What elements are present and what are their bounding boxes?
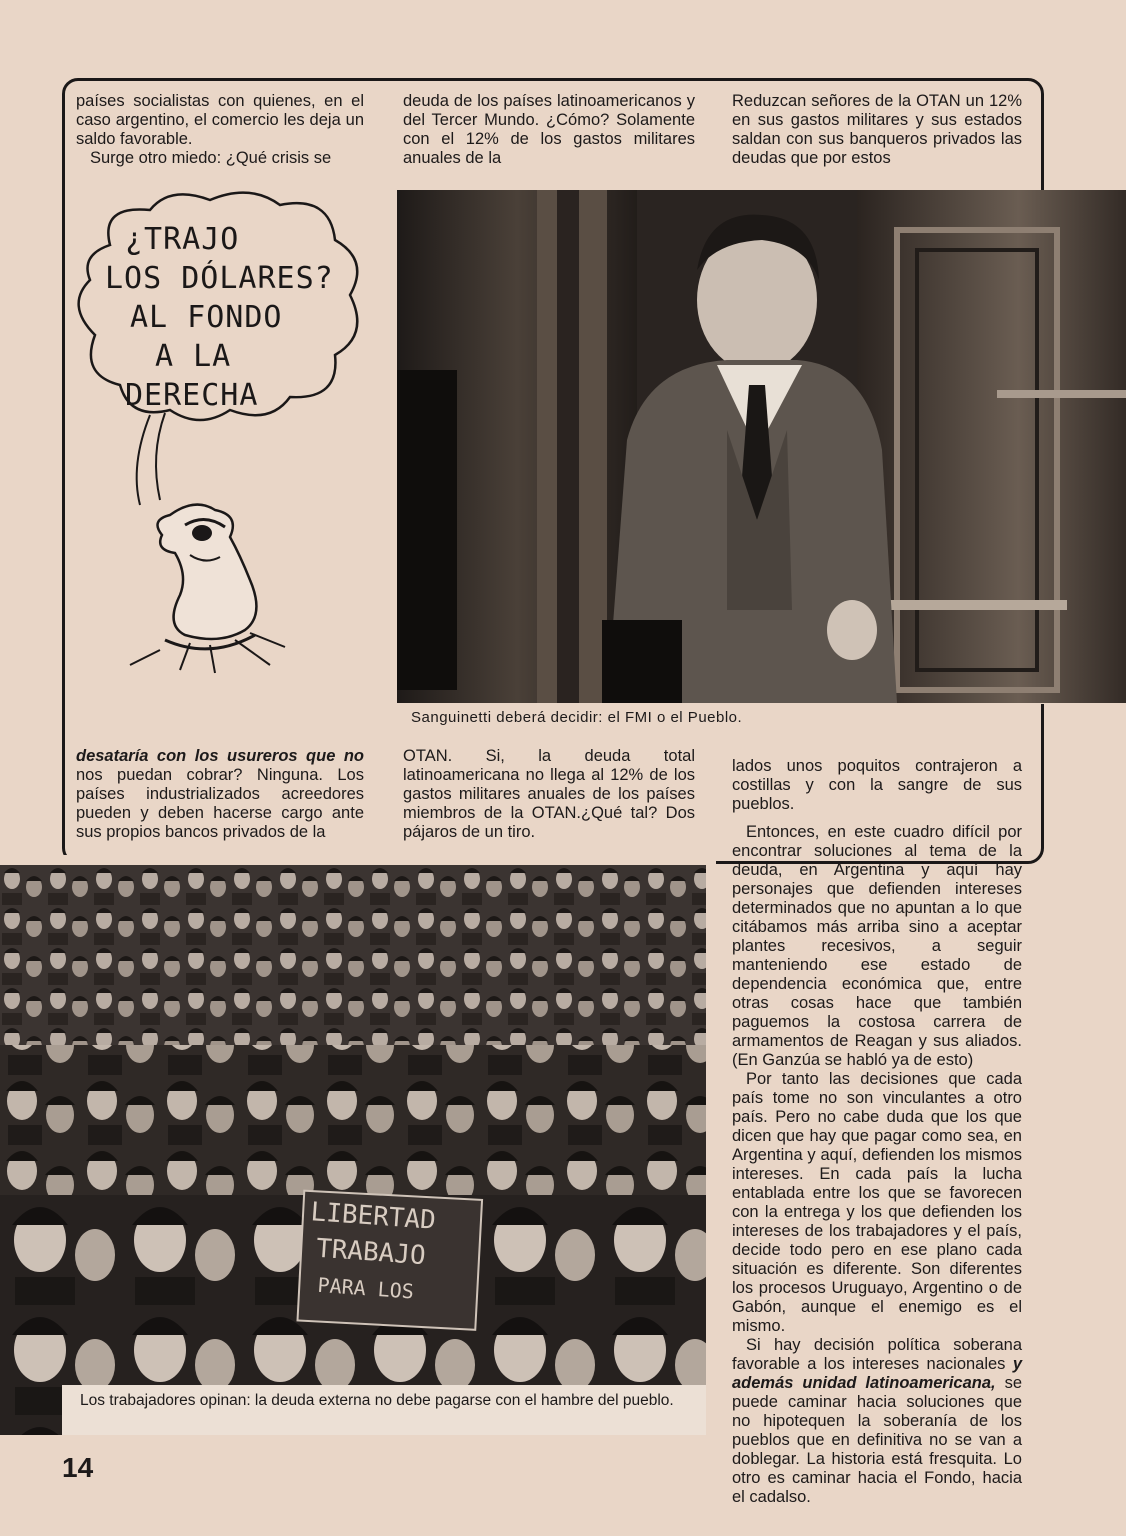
top-column-3 <box>732 92 1022 168</box>
top-col1-para1: países socialistas con quienes, en el caso argentino, el comercio les deja un saldo favorable. <box>76 92 364 148</box>
photo-crowd-image <box>0 865 706 1435</box>
cartoon-line1: ¿TRAJO <box>125 222 240 257</box>
page-number: 14 <box>62 1452 94 1483</box>
sign-line3: PARA LOS <box>316 1272 415 1304</box>
middle-col1-italic: desataría con los usureros que no <box>76 747 364 765</box>
middle-col1-rest: nos puedan cobrar? Ninguna. Los países industrializados acreedores pueden y deben hacerse cargo ante sus propios bancos privados de la <box>76 766 364 841</box>
right-para4-italic: y además unidad latinoamericana, <box>732 1355 1022 1392</box>
middle-col1-para <box>76 747 364 842</box>
cartoon-line2: LOS DÓLARES? <box>105 261 334 296</box>
photo-crowd <box>0 865 706 1435</box>
photo-crowd-caption: Los trabajadores opinan: la deuda externa no debe pagarse con el hambre del pueblo. <box>80 1392 674 1409</box>
top-column-2 <box>403 92 695 168</box>
middle-col2-para: OTAN. Si, la deuda total latinoamericana no llega al 12% de los gastos militares anuales de los países miembros de la OTAN.¿Qué tal? Dos pájaros de un tiro. <box>403 747 695 841</box>
photo-sanguinetti-image <box>397 190 1126 703</box>
cartoon-line5: DERECHA <box>125 378 259 413</box>
right-para2: Entonces, en este cuadro difícil por encontrar soluciones al tema de la deuda, en Argentina y aquí hay personajes que defienden intereses determinados que no apuntan a lo que citábamos más arriba sino a aceptar plantes recesivos, a seguir manteniendo ese estado de dependencia económica que, entre otras cosas hace que también paguemos la costosa carrera de armamentos de Reagan y sus aliados. (En Ganzúa se habló ya de esto) <box>732 823 1022 1069</box>
top-col3-para: Reduzcan señores de la OTAN un 12% en sus gastos militares y sus estados saldan con sus banqueros privados las deudas que por estos <box>732 92 1022 167</box>
top-col1-para2: Surge otro miedo: ¿Qué crisis se <box>90 149 332 167</box>
photo-sanguinetti <box>397 190 1126 703</box>
cartoon-text <box>95 220 355 415</box>
right-para4-a: Si hay decisión política soberana favorable a los intereses nacionales <box>732 1336 1022 1373</box>
right-column <box>732 757 1022 1507</box>
right-para3: Por tanto las decisiones que cada país tome no son vinculantes a otro país. Pero no cabe duda que los que dicen que hay que pagar como sea, en Argentina y aquí, defienden los mismos intereses. En cada país la lucha entablada entre los que se favorecen con la entrega y los que defienden los intereses de los trabajadores y el país, decide todo pero en ese plano cada situación es diferente. Son diferentes los procesos Uruguayo, Argentino o de Gabón, aunque el enemigo es el mismo. <box>732 1070 1022 1335</box>
photo-sanguinetti-caption: Sanguinetti deberá decidir: el FMI o el Pueblo. <box>411 709 743 726</box>
middle-column-2 <box>403 747 695 842</box>
sign-line1: LIBERTAD <box>309 1197 437 1236</box>
bleed-through-text <box>1052 56 1122 74</box>
right-para4-b: se puede caminar hacia soluciones que no hipotequen la soberanía de los pueblos que en definitiva no se van a doblegar. La historia está fresquita. Lo otro es caminar hacia el Fondo, hacia el cadalso. <box>732 1374 1022 1506</box>
cartoon-line4: A LA <box>155 339 232 374</box>
sign-line2: TRABAJO <box>315 1233 427 1272</box>
top-col2-para: deuda de los países latinoamericanos y del Tercer Mundo. ¿Cómo? Solamente con el 12% de los gastos militares anuales de la <box>403 92 695 167</box>
top-column-1 <box>76 92 364 168</box>
middle-column-1 <box>76 747 364 842</box>
cartoon-line3: AL FONDO <box>130 300 283 335</box>
right-para1: lados unos poquitos contrajeron a costillas y con la sangre de sus pueblos. <box>732 757 1022 813</box>
right-para4 <box>732 1336 1022 1507</box>
protest-sign-text <box>304 1194 481 1314</box>
cartoon <box>70 185 390 675</box>
